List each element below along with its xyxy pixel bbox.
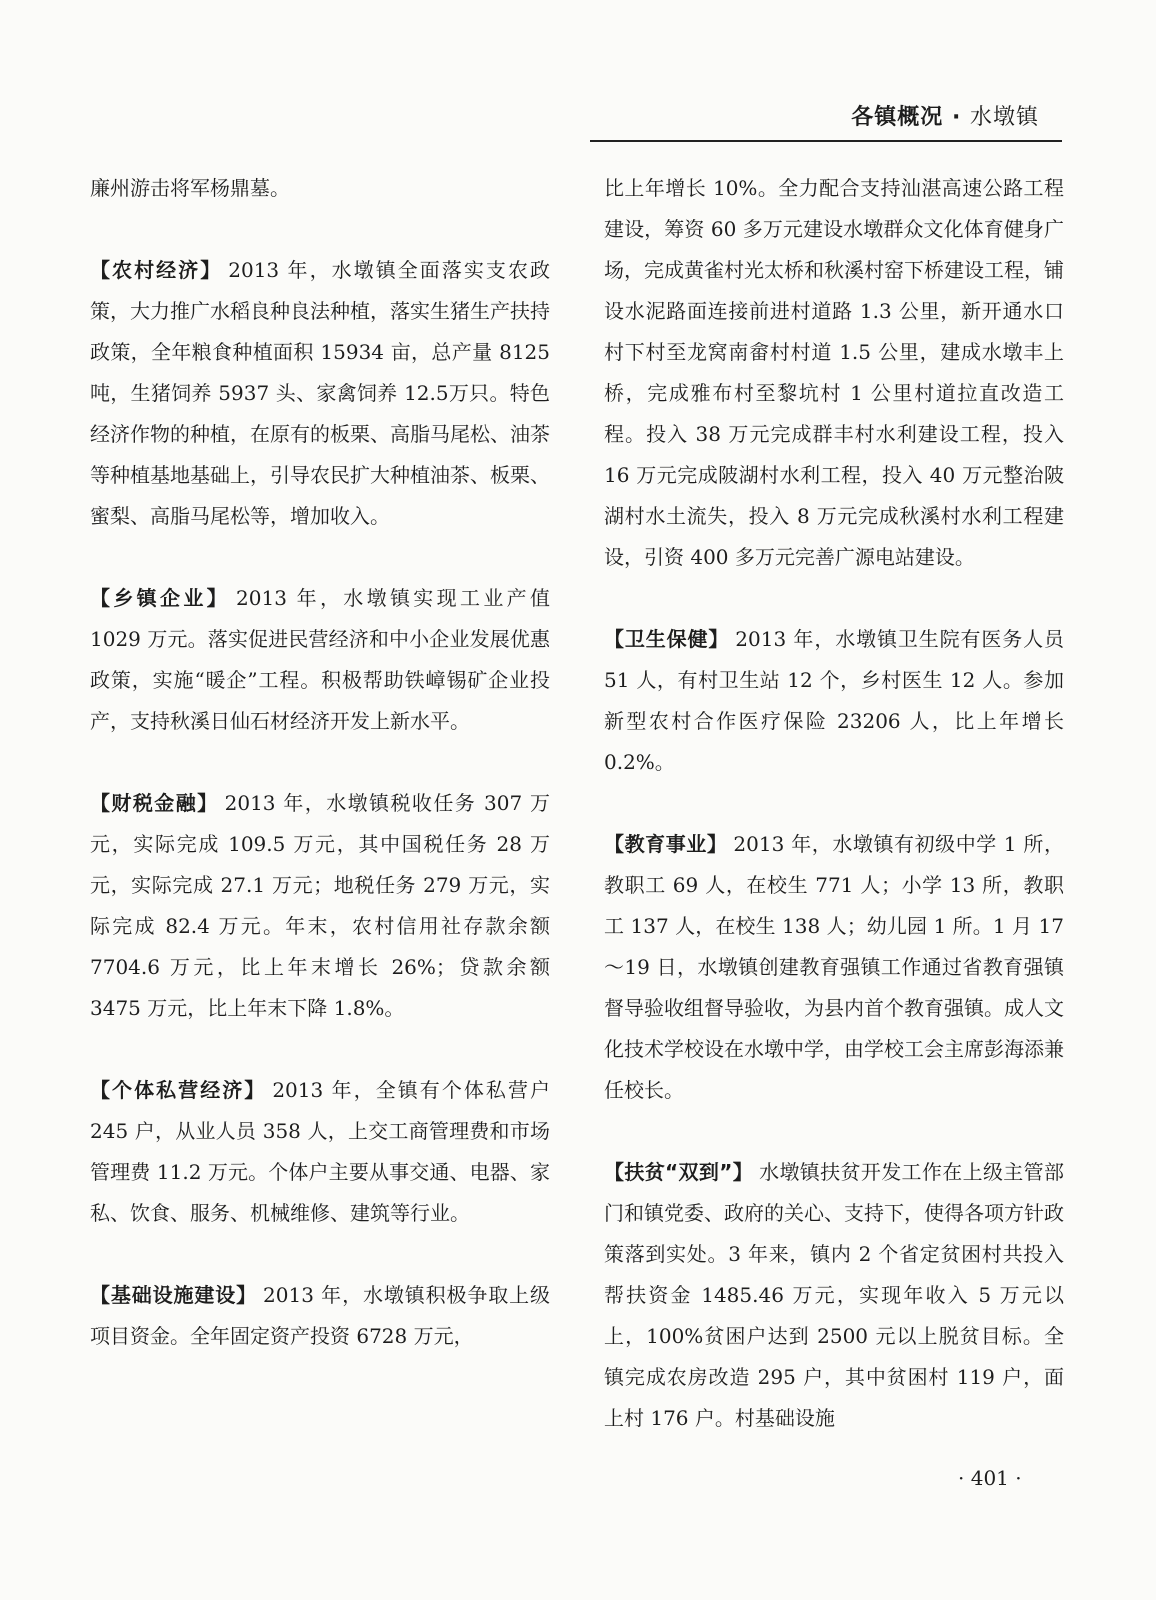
paragraph-heading: 【卫生保健】 <box>604 627 730 651</box>
paragraph-health-care <box>604 619 1064 783</box>
paragraph-heading: 【教育事业】 <box>604 832 728 856</box>
paragraph-continuation <box>90 168 550 209</box>
paragraph-infrastructure <box>90 1275 550 1357</box>
header-category: 各镇概况 <box>851 105 944 130</box>
header-separator: · <box>951 105 962 130</box>
paragraph-heading: 【个体私营经济】 <box>90 1078 267 1102</box>
paragraph-heading: 【乡镇企业】 <box>90 586 231 610</box>
paragraph-text: 2013 年，水墩镇税收任务 307 万元，实际完成 109.5 万元，其中国税任务 28 万元，实际完成 27.1 万元；地税任务 279 万元，实际完成 82.4 万元。年末，农村信用社存款余额 7704.6 万元，比上年末增长 26%；贷款余额 3475 万元，比上年末下降 1.8%。 <box>90 791 550 1020</box>
left-column <box>90 168 550 1357</box>
paragraph-continuation <box>604 168 1064 578</box>
running-header <box>851 100 1039 131</box>
paragraph-education <box>604 824 1064 1111</box>
paragraph-finance-tax <box>90 783 550 1029</box>
paragraph-heading: 【扶贫“双到”】 <box>604 1160 754 1184</box>
paragraph-text: 廉州游击将军杨鼎墓。 <box>90 176 290 200</box>
paragraph-text: 2013 年，水墩镇实现工业产值 1029 万元。落实促进民营经济和中小企业发展优惠政策，实施“暖企”工程。积极帮助铁嶂锡矿企业投产，支持秋溪日仙石材经济开发上新水平。 <box>90 586 550 733</box>
paragraph-text: 2013 年，全镇有个体私营户 245 户，从业人员 358 人，上交工商管理费和市场管理费 11.2 万元。个体户主要从事交通、电器、家私、饮食、服务、机械维修、建筑等行业。 <box>90 1078 550 1225</box>
paragraph-poverty-relief <box>604 1152 1064 1439</box>
page-number: · 401 · <box>958 1466 1022 1490</box>
paragraph-text: 2013 年，水墩镇有初级中学 1 所，教职工 69 人，在校生 771 人；小学 13 所，教职工 137 人，在校生 138 人；幼儿园 1 所。1 月 17～19 日，水墩镇创建教育强镇工作通过省教育强镇督导验收组督导验收，为县内首个教育强镇。成人文化技术学校设在水墩中学，由学校工会主席彭海添兼任校长。 <box>604 832 1064 1102</box>
paragraph-heading: 【基础设施建设】 <box>90 1283 258 1307</box>
header-rule <box>590 140 1062 142</box>
right-column <box>604 168 1064 1439</box>
paragraph-text: 2013 年，水墩镇全面落实支农政策，大力推广水稻良种良法种植，落实生猪生产扶持政策，全年粮食种植面积 15934 亩，总产量 8125 吨，生猪饲养 5937 头、家禽饲养 12.5万只。特色经济作物的种植，在原有的板栗、高脂马尾松、油茶等种植基地基础上，引导农民扩大种植油茶、板栗、蜜梨、高脂马尾松等，增加收入。 <box>90 258 550 528</box>
paragraph-text: 比上年增长 10%。全力配合支持汕湛高速公路工程建设，筹资 60 多万元建设水墩群众文化体育健身广场，完成黄雀村光太桥和秋溪村窑下桥建设工程，铺设水泥路面连接前进村道路 1.3 公里，新开通水口村下村至龙窝南畲村村道 1.5 公里，建成水墩丰上桥，完成雅布村至黎坑村 1 公里村道拉直改造工程。投入 38 万元完成群丰村水利建设工程，投入 16 万元完成陂湖村水利工程，投入 40 万元整治陂湖村水土流失，投入 8 万元完成秋溪村水利工程建设，引资 400 多万元完善广源电站建设。 <box>604 176 1064 569</box>
paragraph-rural-economy <box>90 250 550 537</box>
paragraph-heading: 【农村经济】 <box>90 258 223 282</box>
paragraph-township-enterprise <box>90 578 550 742</box>
paragraph-text: 2013 年，水墩镇卫生院有医务人员 51 人，有村卫生站 12 个，乡村医生 12 人。参加新型农村合作医疗保险 23206 人，比上年增长 0.2%。 <box>604 627 1065 774</box>
paragraph-private-economy <box>90 1070 550 1234</box>
paragraph-text: 2013 年，水墩镇积极争取上级项目资金。全年固定资产投资 6728 万元， <box>90 1283 550 1348</box>
header-section: 水墩镇 <box>969 105 1039 130</box>
paragraph-heading: 【财税金融】 <box>90 791 219 815</box>
paragraph-text: 水墩镇扶贫开发工作在上级主管部门和镇党委、政府的关心、支持下，使得各项方针政策落到实处。3 年来，镇内 2 个省定贫困村共投入帮扶资金 1485.46 万元，实现年收入 5 万元以上，100%贫困户达到 2500 元以上脱贫目标。全镇完成农房改造 295 户，其中贫困村 119 户，面上村 176 户。村基础设施 <box>604 1160 1064 1430</box>
